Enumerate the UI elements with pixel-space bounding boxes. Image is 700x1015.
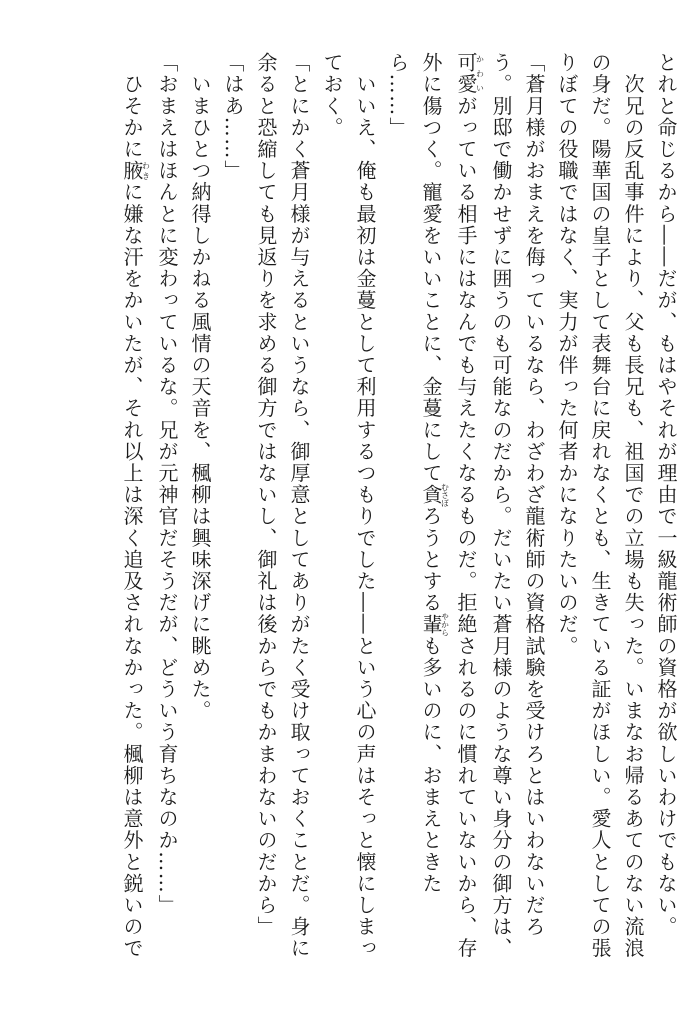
text-line: いいえ、俺も最初は金蔓として利用するつもりでした――という心の声はそっと懐にしまっ bbox=[353, 52, 377, 960]
text-line: ら……」 bbox=[386, 52, 410, 139]
text-line: 「はあ……」 bbox=[221, 52, 245, 182]
text-line: 余ると恐縮しても見返りを求める御方ではないし、御礼は後からでもかまわないのだから」 bbox=[254, 52, 278, 938]
furigana-yakara: 輩やから bbox=[419, 612, 450, 637]
text-line: 可愛かわいがっている相手にはなんでも与えたくなるものだ。拒絶されるのに慣れていないから、存 bbox=[454, 52, 485, 960]
text-line: ておく。 bbox=[320, 52, 344, 139]
text-line: 外に傷つく。寵愛をいいことに、金蔓にして貪むさぼろうとする輩やからも多いのに、おまえときた bbox=[419, 52, 450, 895]
text-line: の身だ。陽華国の皇子として表舞台に戻れなくとも、生きている証がほしい。愛人としての張 bbox=[588, 52, 612, 960]
text-line: ひそかに腋わきに嫌な汗をかいたが、それ以上は深く追及されなかった。楓柳は意外と鋭いので bbox=[120, 52, 151, 960]
text-line: う。別邸で働かせずに囲うのも可能なのだから。だいたい蒼月様のような尊い身分の御方は、 bbox=[489, 52, 513, 960]
text-line: りぼての役職ではなく、実力が伴った何者かになりたいのだ。 bbox=[555, 52, 579, 657]
furigana-kawai: 可愛かわい bbox=[454, 52, 485, 96]
text-line: 「蒼月様がおまえを侮っているなら、わざわざ龍術師の資格試験を受けろとはいわないだろ bbox=[522, 52, 546, 938]
text-line: とれと命じるから――だが、もはやそれが理由で一級龍術師の資格が欲しいわけでもない。 bbox=[654, 52, 678, 938]
furigana-musabo: 貪むさぼ bbox=[419, 482, 450, 507]
furigana-waki: 腋わき bbox=[120, 160, 151, 182]
vertical-text-body bbox=[115, 52, 682, 972]
text-line: 「おまえはほんとに変わっているな。兄が元神官だそうだが、どういう育ちなのか……」 bbox=[155, 52, 179, 916]
text-line: いまひとつ納得しかねる風情の天音を、楓柳は興味深げに眺めた。 bbox=[188, 52, 212, 722]
text-line: 「とにかく蒼月様が与えるというなら、御厚意としてありがたく受け取っておくことだ。身に bbox=[287, 52, 311, 960]
text-line: 次兄の反乱事件により、父も長兄も、祖国での立場も失った。いまなお帰るあてのない流浪 bbox=[621, 52, 645, 960]
